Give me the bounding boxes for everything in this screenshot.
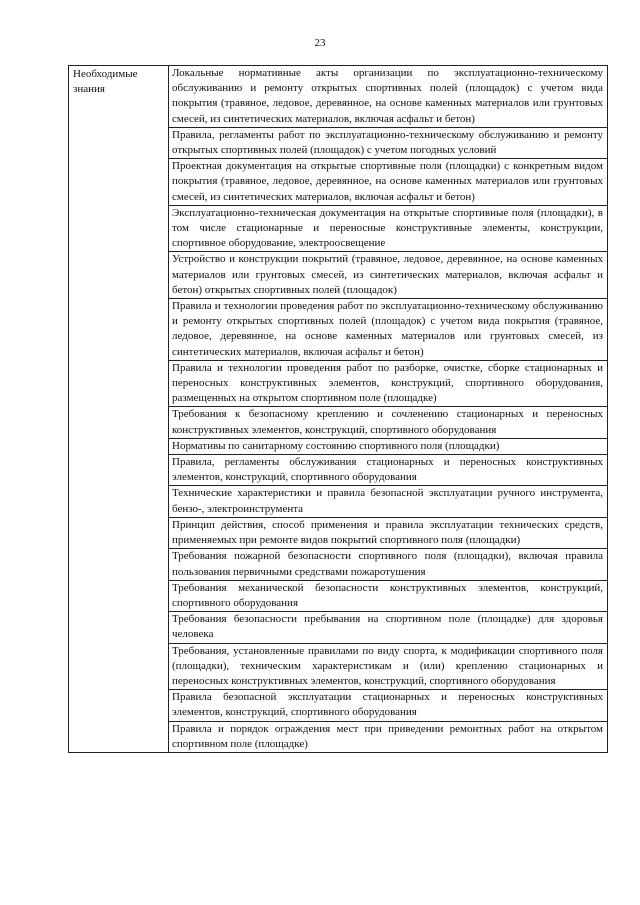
list-item: Правила и технологии проведения работ по эксплуатационно-техническому обслуживанию и ремонту открытых спортивных полей (площадок) с учетом вида покрытия (травяное, ледовое, деревянное, на основе каменных материалов или грунтовых смесей, из синтетических материалов, включая асфальт и бетон) — [169, 299, 607, 361]
list-item: Проектная документация на открытые спортивные поля (площадки) с конкретным видом покрытия (травяное, ледовое, деревянное, на основе каменных материалов или грунтовых смесей, из синтетических материалов, включая асфальт и бетон) — [169, 159, 607, 206]
items-cell — [169, 66, 608, 753]
requirements-table — [68, 65, 608, 753]
list-item: Требования пожарной безопасности спортивного поля (площадки), включая правила пользования первичными средствами пожаротушения — [169, 549, 607, 580]
list-item: Требования, установленные правилами по виду спорта, к модификации спортивного поля (площадки), техническим характеристикам и (или) креплению стационарных и переносных конструктивных элементов, конструкций, спортивного оборудования — [169, 644, 607, 691]
list-item: Правила и технологии проведения работ по разборке, очистке, сборке стационарных и переносных конструктивных элементов, конструкций, спортивного оборудования, размещенных на открытом спортивном поле (площадке) — [169, 361, 607, 408]
list-item: Эксплуатационно-техническая документация на открытые спортивные поля (площадки), в том числе стационарные и переносные конструктивные элементы, конструкции, спортивное оборудование, электроосвещение — [169, 206, 607, 253]
list-item: Технические характеристики и правила безопасной эксплуатации ручного инструмента, бензо-, электроинструмента — [169, 486, 607, 517]
list-item: Требования к безопасному креплению и сочленению стационарных и переносных конструктивных элементов, конструкций, спортивного оборудования — [169, 407, 607, 438]
list-item: Правила, регламенты обслуживания стационарных и переносных конструктивных элементов, конструкций, спортивного оборудования — [169, 455, 607, 486]
list-item: Локальные нормативные акты организации по эксплуатационно-техническому обслуживанию и ремонту открытых спортивных полей (площадок) с учетом вида покрытия (травяное, ледовое, деревянное, на основе каменных материалов или грунтовых смесей, из синтетических материалов, включая асфальт и бетон) — [169, 66, 607, 128]
list-item: Требования безопасности пребывания на спортивном поле (площадке) для здоровья человека — [169, 612, 607, 643]
list-item: Требования механической безопасности конструктивных элементов, конструкций, спортивного оборудования — [169, 581, 607, 612]
list-item: Нормативы по санитарному состоянию спортивного поля (площадки) — [169, 439, 607, 455]
table-row — [69, 66, 608, 753]
list-item: Принцип действия, способ применения и правила эксплуатации технических средств, применяемых при ремонте видов покрытий спортивного поля (площадки) — [169, 518, 607, 549]
section-label: Необходимые знания — [69, 66, 169, 753]
list-item: Правила безопасной эксплуатации стационарных и переносных конструктивных элементов, конструкций, спортивного оборудования — [169, 690, 607, 721]
list-item: Правила и порядок ограждения мест при приведении ремонтных работ на открытом спортивном поле (площадке) — [172, 722, 603, 750]
list-item: Устройство и конструкции покрытий (травяное, ледовое, деревянное, на основе каменных материалов или грунтовых смесей, из синтетических материалов, включая асфальт и бетон) открытых спортивных полей (площадок) — [169, 252, 607, 299]
page-number: 23 — [314, 37, 326, 49]
list-item: Правила, регламенты работ по эксплуатационно-техническому обслуживанию и ремонту открытых спортивных полей (площадок) с учетом погодных условий — [169, 128, 607, 159]
